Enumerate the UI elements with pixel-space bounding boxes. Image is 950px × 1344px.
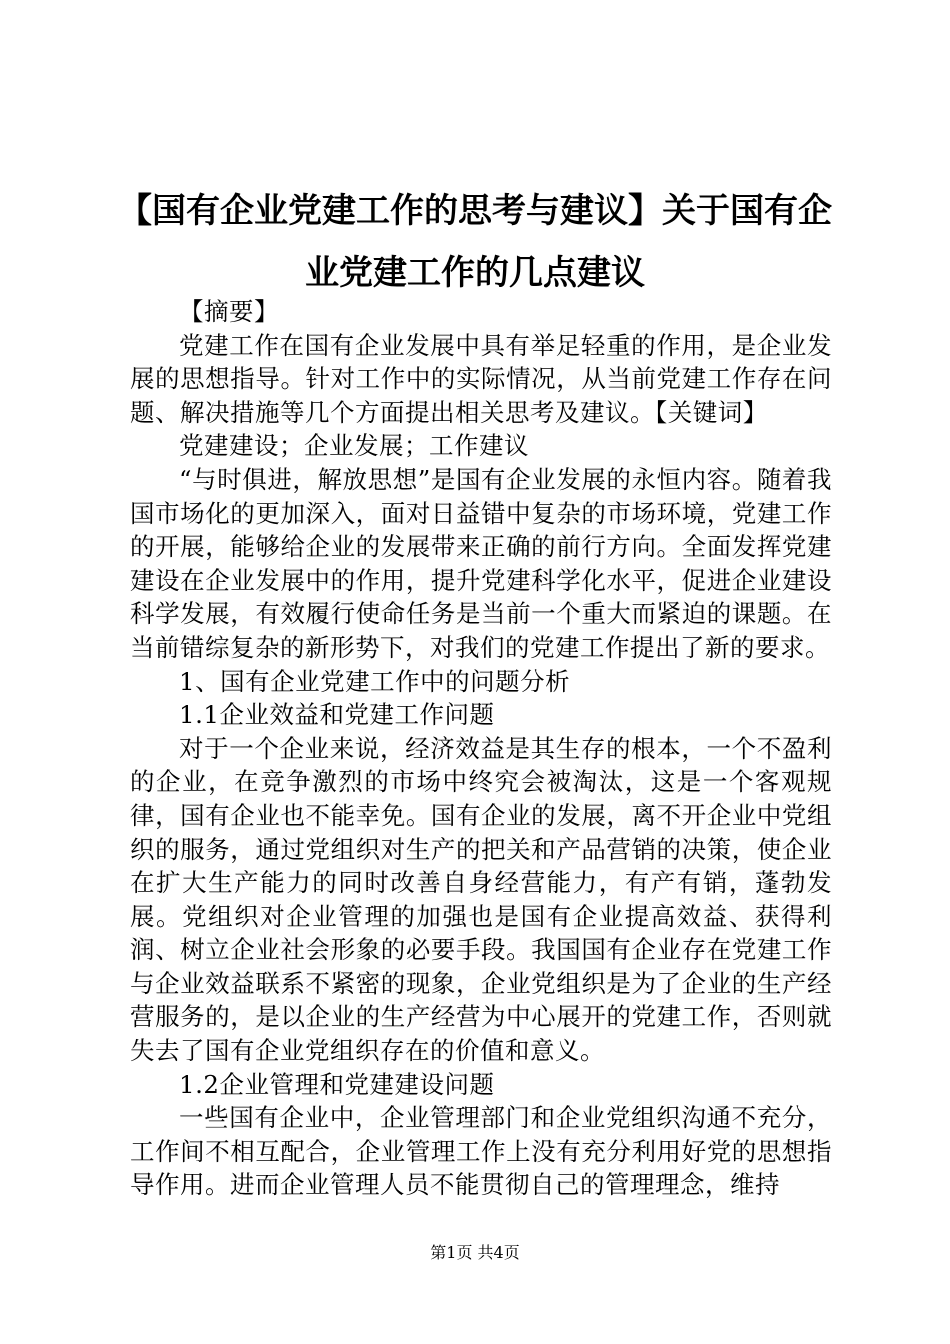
section-heading-1: 1、国有企业党建工作中的问题分析 xyxy=(179,666,571,696)
document-body xyxy=(130,295,832,1202)
document-title: 【国有企业党建工作的思考与建议】关于国有企业党建工作的几点建议 xyxy=(118,191,832,293)
body-paragraph: 对于一个企业来说，经济效益是其生存的根本，一个不盈利的企业，在竞争激烈的市场中终究会被淘汰，这是一个客观规律，国有企业也不能幸免。国有企业的发展，离不开企业中党组织的服务，通过党组织对生产的把关和产品营销的决策，使企业在扩大生产能力的同时改善自身经营能力，有产有销，蓬勃发展。党组织对企业管理的加强也是国有企业提高效益、获得利润、树立企业社会形象的必要手段。我国国有企业存在党建工作与企业效益联系不紧密的现象，企业党组织是为了企业的生产经营服务的，是以企业的生产经营为中心展开的党建工作，否则就失去了国有企业党组织存在的价值和意义。 xyxy=(130,733,832,1066)
body-paragraph: 一些国有企业中，企业管理部门和企业党组织沟通不充分，工作间不相互配合，企业管理工作上没有充分利用好党的思想指导作用。进而企业管理人员不能贯彻自己的管理理念，维持 xyxy=(130,1103,832,1200)
keywords-paragraph: 党建建设；企业发展；工作建议 xyxy=(179,431,529,461)
page-footer: 第1页 共4页 xyxy=(430,1243,520,1262)
subsection-heading-1-2: 1.2企业管理和党建建设问题 xyxy=(179,1069,495,1099)
subsection-heading-1-1: 1.1企业效益和党建工作问题 xyxy=(179,700,495,730)
abstract-paragraph: 党建工作在国有企业发展中具有举足轻重的作用，是企业发展的思想指导。针对工作中的实际情况，从当前党建工作存在问题、解决措施等几个方面提出相关思考及建议。【关键词】 xyxy=(130,330,832,427)
abstract-label: 【摘要】 xyxy=(179,297,279,326)
intro-paragraph: “与时俱进，解放思想”是国有企业发展的永恒内容。随着我国市场化的更加深入，面对日益错中复杂的市场环境，党建工作的开展，能够给企业的发展带来正确的前行方向。全面发挥党建建设在企业发展中的作用，提升党建科学化水平，促进企业建设科学发展，有效履行使命任务是当前一个重大而紧迫的课题。在当前错综复杂的新形势下，对我们的党建工作提出了新的要求。 xyxy=(130,464,832,662)
